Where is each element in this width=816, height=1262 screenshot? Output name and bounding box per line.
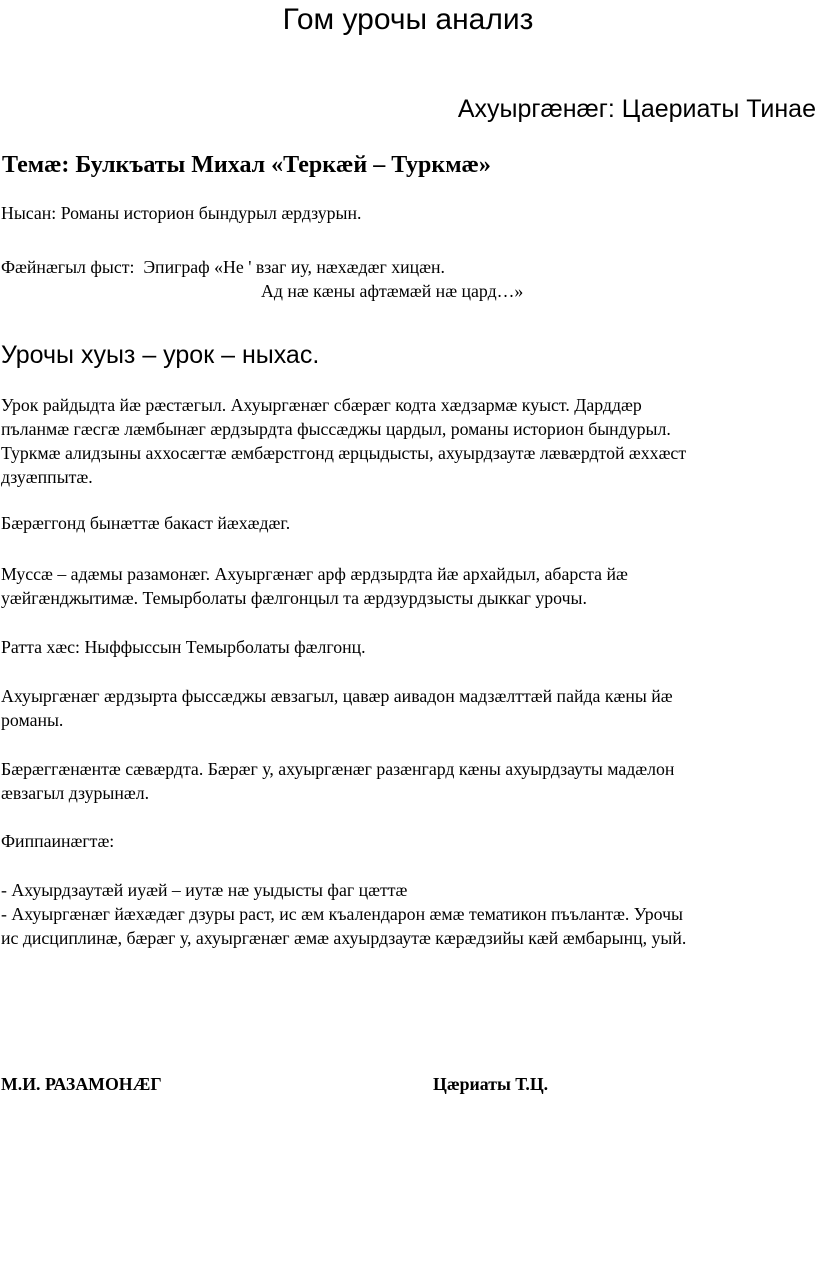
paragraph-lesson-start (1, 393, 813, 489)
paragraph-grades (1, 757, 813, 805)
paragraph-line: Бæрæггонд бынæттæ бакаст йæхæдæг. (1, 513, 291, 533)
paragraph-language (1, 684, 813, 732)
lesson-topic: Темæ: Булкъаты Михал «Теркæй – Туркмæ» (2, 152, 491, 178)
lesson-goal: Нысан: Романы историон бындурыл æрдзурын. (1, 203, 362, 223)
paragraph-notes-heading (1, 829, 813, 853)
list-item: ис дисциплинæ, бæрæг у, ахуыргæнæг æмæ ахуырдзаутæ кæрæдзийы кæй æмбарынц, уый. (1, 928, 687, 948)
paragraph-line: романы. (1, 710, 64, 730)
section-heading: Урочы хуыз – урок – ныхас. (1, 341, 320, 369)
list-item: - Ахуырдзаутæй иуæй – иутæ нæ уыдысты фаг цæттæ (1, 880, 408, 900)
paragraph-reading (1, 511, 813, 535)
paragraph-musse (1, 562, 813, 610)
paragraph-line: Бæрæггæнæнтæ сæвæрдта. Бæрæг у, ахуыргæнæг разæнгард кæны ахуырдзауты мадæлон (1, 759, 675, 779)
paragraph-line: дзуæппытæ. (1, 467, 93, 487)
paragraph-line: Ахуыргæнæг æрдзырта фыссæджы æвзагыл, цавæр аивадон мадзæлттæй пайда кæны йæ (1, 686, 673, 706)
paragraph-line: æвзагыл дзурынæл. (1, 783, 150, 803)
paragraph-line: пъланмæ гæсгæ лæмбынæг æрдзырдта фыссæджы цардыл, романы историон бындурыл. (1, 419, 671, 439)
paragraph-line: уæйгæнджытимæ. Темырболаты фæлгонцыл та æрдзурдзысты дыккаг урочы. (1, 588, 587, 608)
paragraph-line: Ратта хæс: Ныффыссын Темырболаты фæлгонц. (1, 637, 366, 657)
paragraph-line: Урок райдыдта йæ рæстæгыл. Ахуыргæнæг сбæрæг кодта хæдзармæ куыст. Дарддæр (1, 395, 642, 415)
epigraph-line-2: Ад нæ кæны афтæмæй нæ цард…» (261, 281, 524, 301)
document-title: Гом урочы анализ (282, 3, 534, 36)
paragraph-line: Муссæ – адæмы разамонæг. Ахуыргæнæг арф æрдзырдта йæ архайдыл, абарста йæ (1, 564, 628, 584)
list-item: - Ахуыргæнæг йæхæдæг дзуры раст, ис æм къалендарон æмæ тематикон пъълантæ. Урочы (1, 904, 683, 924)
paragraph-homework (1, 635, 813, 659)
paragraph-line: Туркмæ алидзыны аххосæгтæ æмбæрстгонд æрцыдысты, ахуырдзаутæ лæвæрдтой æххæст (1, 443, 687, 463)
paragraph-line: Фиппаинæгтæ: (1, 831, 115, 851)
teacher-name: Ахуыргæнæг: Цаериаты Тинае (457, 95, 816, 123)
paragraph-notes-list (1, 878, 813, 950)
epigraph-line-1: Фæйнæгыл фыст: Эпиграф «Не ' взаг иу, нæхæдæг хицæн. (1, 257, 445, 277)
signature-supervisor: М.И. РАЗАМОНÆГ (1, 1074, 162, 1094)
signature-teacher: Цæриаты Т.Ц. (433, 1074, 549, 1094)
